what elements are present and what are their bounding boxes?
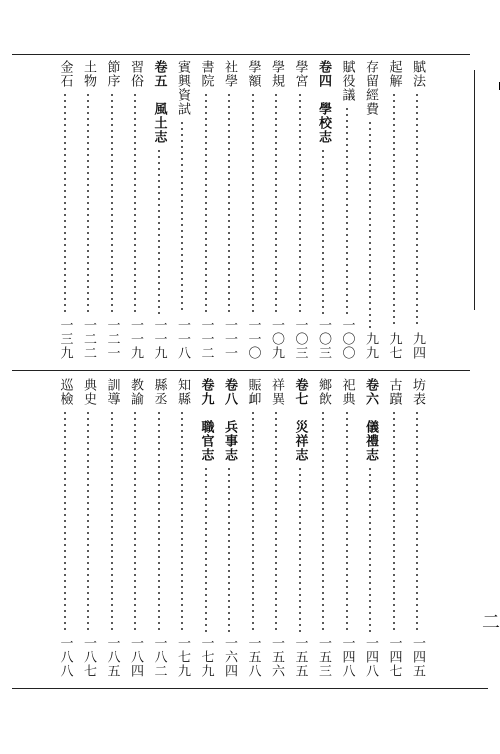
toc-entry bbox=[312, 60, 334, 360]
toc-entry bbox=[406, 60, 428, 360]
section-heading: 卷八 兵事志 bbox=[222, 378, 237, 462]
toc-entry bbox=[171, 60, 193, 360]
toc-entry bbox=[242, 378, 264, 678]
dot-leader bbox=[181, 120, 183, 314]
page-number: 一八二 bbox=[151, 636, 167, 678]
page-number: 一一一 bbox=[222, 318, 237, 360]
toc-entry bbox=[195, 60, 217, 360]
dot-leader bbox=[416, 410, 418, 632]
entry-label: 典史 bbox=[81, 378, 96, 406]
dot-leader bbox=[275, 92, 277, 314]
entry-label: 存留經費 bbox=[363, 60, 378, 116]
page-number: 一五五 bbox=[292, 636, 308, 678]
page-number: 一三九 bbox=[57, 318, 73, 360]
page-number: 一一〇 bbox=[245, 318, 261, 360]
toc-entry bbox=[218, 60, 240, 360]
section-heading: 卷七 災祥志 bbox=[292, 378, 308, 462]
dot-leader bbox=[252, 92, 254, 314]
page-number: 一〇九 bbox=[269, 318, 284, 360]
toc-entry bbox=[289, 60, 311, 360]
dot-leader bbox=[134, 410, 136, 632]
spine-rule bbox=[474, 70, 475, 310]
entry-label: 祀典 bbox=[339, 378, 355, 406]
entry-label: 社學 bbox=[222, 60, 237, 88]
page-number: 九四 bbox=[410, 332, 425, 360]
middle-rule bbox=[12, 370, 470, 371]
toc-entry bbox=[124, 60, 146, 360]
toc-entry bbox=[101, 60, 123, 360]
page-number: 一二二 bbox=[81, 318, 96, 360]
dot-leader bbox=[134, 92, 136, 314]
page-number: 一四八 bbox=[339, 636, 355, 678]
page-number: 一七九 bbox=[175, 636, 190, 678]
page-number: 一〇〇 bbox=[339, 318, 355, 360]
page-number: 一五六 bbox=[269, 636, 284, 678]
dot-leader bbox=[228, 92, 230, 314]
toc-entry bbox=[383, 60, 405, 360]
entry-label: 書院 bbox=[198, 60, 214, 88]
dot-leader bbox=[299, 466, 301, 632]
toc-entry bbox=[383, 378, 405, 678]
toc-panel-top bbox=[40, 60, 425, 360]
toc-panel-bottom bbox=[40, 378, 425, 678]
dot-leader bbox=[158, 410, 160, 632]
entry-label: 學規 bbox=[269, 60, 284, 88]
toc-entry bbox=[171, 378, 193, 678]
page-number: 九七 bbox=[386, 332, 402, 360]
page-number: 一二一 bbox=[104, 318, 120, 360]
entry-label: 賑卹 bbox=[245, 378, 261, 406]
dot-leader bbox=[252, 410, 254, 632]
toc-entry bbox=[336, 378, 358, 678]
page-number: 一四五 bbox=[410, 636, 425, 678]
entry-label: 土物 bbox=[81, 60, 96, 88]
toc-entry bbox=[218, 378, 240, 678]
page-number: 一八七 bbox=[81, 636, 96, 678]
entry-label: 鄉飲 bbox=[316, 378, 331, 406]
dot-leader bbox=[346, 410, 348, 632]
bottom-rule bbox=[12, 688, 488, 689]
dot-leader bbox=[64, 410, 66, 632]
dot-leader bbox=[322, 148, 324, 314]
toc-entry bbox=[406, 378, 428, 678]
page-number: 九九 bbox=[363, 332, 378, 360]
dot-leader bbox=[322, 410, 324, 632]
entry-label: 賦役議 bbox=[339, 60, 355, 102]
entry-label: 訓導 bbox=[104, 378, 120, 406]
entry-label: 節序 bbox=[104, 60, 120, 88]
dot-leader bbox=[111, 410, 113, 632]
dot-leader bbox=[87, 410, 89, 632]
entry-label: 賓興資試 bbox=[175, 60, 190, 116]
toc-entry bbox=[124, 378, 146, 678]
page-number: 一一九 bbox=[151, 318, 167, 360]
entry-label: 學宮 bbox=[292, 60, 308, 88]
page-number: 一七九 bbox=[198, 636, 214, 678]
toc-entry bbox=[265, 378, 287, 678]
toc-entry bbox=[101, 378, 123, 678]
page-number: 一五八 bbox=[245, 636, 261, 678]
page-number: 一四八 bbox=[363, 636, 378, 678]
dot-leader bbox=[275, 410, 277, 632]
running-head bbox=[478, 82, 500, 184]
toc-entry bbox=[54, 60, 76, 360]
entry-label: 坊表 bbox=[410, 378, 425, 406]
dot-leader bbox=[111, 92, 113, 314]
toc-entry bbox=[336, 60, 358, 360]
dot-leader bbox=[205, 92, 207, 314]
toc-entry bbox=[77, 60, 99, 360]
toc-entry bbox=[148, 378, 170, 678]
dot-leader bbox=[393, 92, 395, 328]
page-number: 一八四 bbox=[128, 636, 143, 678]
dot-leader bbox=[64, 92, 66, 314]
section-heading: 卷九 職官志 bbox=[198, 378, 214, 462]
toc-entry bbox=[54, 378, 76, 678]
toc-entry bbox=[289, 378, 311, 678]
dot-leader bbox=[369, 120, 371, 328]
page-number: 一四七 bbox=[386, 636, 402, 678]
toc-entry bbox=[265, 60, 287, 360]
dot-leader bbox=[87, 92, 89, 314]
section-heading: 卷六 儀禮志 bbox=[363, 378, 378, 462]
toc-entry bbox=[359, 378, 381, 678]
page-number: 一五三 bbox=[316, 636, 331, 678]
dot-leader bbox=[416, 92, 418, 328]
page-number: 一〇三 bbox=[292, 318, 308, 360]
entry-label: 古蹟 bbox=[386, 378, 402, 406]
dot-leader bbox=[346, 106, 348, 314]
dot-leader bbox=[369, 466, 371, 632]
entry-label: 學額 bbox=[245, 60, 261, 88]
section-heading: 卷四 學校志 bbox=[316, 60, 331, 144]
entry-label: 賦法 bbox=[410, 60, 425, 88]
toc-entry bbox=[242, 60, 264, 360]
section-heading: 卷五 風土志 bbox=[151, 60, 167, 144]
entry-label: 教諭 bbox=[128, 378, 143, 406]
entry-label: 縣丞 bbox=[151, 378, 167, 406]
page-number: 一八五 bbox=[104, 636, 120, 678]
entry-label: 金石 bbox=[57, 60, 73, 88]
entry-label: 巡檢 bbox=[57, 378, 73, 406]
top-rule bbox=[12, 54, 470, 55]
dot-leader bbox=[299, 92, 301, 314]
entry-label: 起解 bbox=[386, 60, 402, 88]
folio-number: 二 bbox=[479, 612, 500, 630]
page-number: 一八八 bbox=[57, 636, 73, 678]
dot-leader bbox=[228, 466, 230, 632]
dot-leader bbox=[393, 410, 395, 632]
toc-entry bbox=[148, 60, 170, 360]
entry-label: 習俗 bbox=[128, 60, 143, 88]
page-number: 一六四 bbox=[222, 636, 237, 678]
dot-leader bbox=[158, 148, 160, 314]
page-number: 一一八 bbox=[175, 318, 190, 360]
entry-label: 知縣 bbox=[175, 378, 190, 406]
dot-leader bbox=[205, 466, 207, 632]
toc-entry bbox=[77, 378, 99, 678]
entry-label: 祥異 bbox=[269, 378, 284, 406]
toc-entry bbox=[195, 378, 217, 678]
page-number: 一一九 bbox=[128, 318, 143, 360]
toc-entry bbox=[359, 60, 381, 360]
page-number: 一〇三 bbox=[316, 318, 331, 360]
dot-leader bbox=[181, 410, 183, 632]
toc-entry bbox=[312, 378, 334, 678]
page-number: 一一二 bbox=[198, 318, 214, 360]
